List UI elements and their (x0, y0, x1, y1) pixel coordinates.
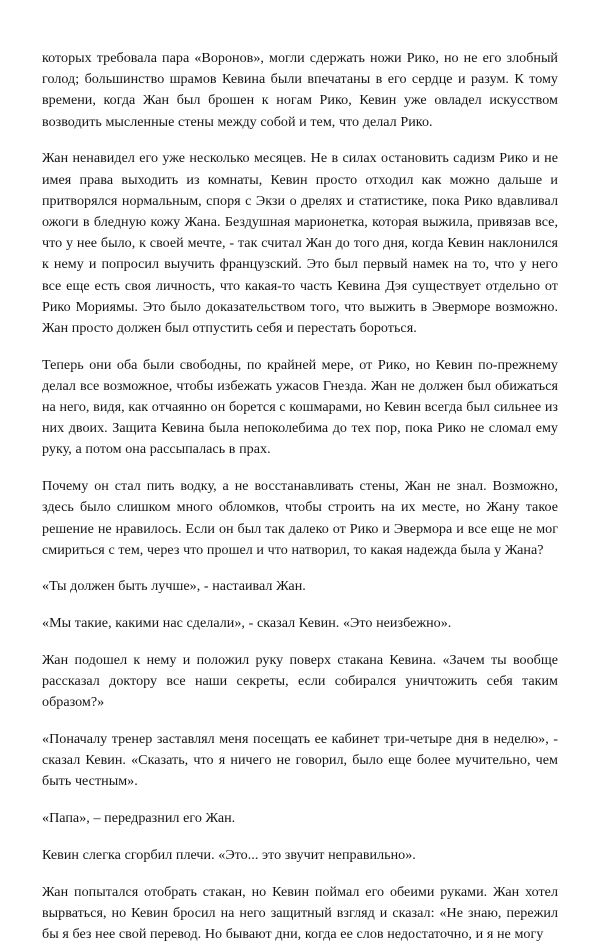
paragraph: Жан попытался отобрать стакан, но Кевин поймал его обеими руками. Жан хотел вырваться, но Кевин бросил на него защитный взгляд и сказал: «Не знаю, пережил бы я без нее свой перевод. Но бывают дни, когда ее слов недостаточно, и я не могу (42, 882, 558, 945)
paragraph: Жан подошел к нему и положил руку поверх стакана Кевина. «Зачем ты вообще рассказал доктору все наши секреты, если собирался уничтожить себя таким образом?» (42, 650, 558, 714)
paragraph: Жан ненавидел его уже несколько месяцев. Не в силах остановить садизм Рико и не имея права выходить из комнаты, Кевин просто отходил как можно дальше и притворялся нормальным, споря с Экзи о дрелях и статистике, пока Рико вдавливал ожоги в бледную кожу Жана. Бездушная марионетка, которая выжила, привязав все, что у нее было, к своей мечте, - так считал Жан до того дня, когда Кевин наклонился к нему и попросил выучить французский. Это был первый намек на то, что у него все еще есть своя личность, что какая-то часть Кевина Дэя существует отдельно от Рико Мориямы. Это было доказательством того, что выжить в Эверморе возможно. Жан просто должен был отпустить себя и перестать бороться. (42, 148, 558, 339)
document-text-column (42, 48, 558, 945)
paragraph: «Папа», – передразнил его Жан. (42, 808, 558, 829)
paragraph: «Поначалу тренер заставлял меня посещать ее кабинет три-четыре дня в неделю», - сказал Кевин. «Сказать, что я ничего не говорил, было еще более мучительно, чем быть честным». (42, 729, 558, 793)
paragraph: Кевин слегка сгорбил плечи. «Это... это звучит неправильно». (42, 845, 558, 866)
paragraph: «Мы такие, какими нас сделали», - сказал Кевин. «Это неизбежно». (42, 613, 558, 634)
paragraph: «Ты должен быть лучше», - настаивал Жан. (42, 576, 558, 597)
paragraph: которых требовала пара «Воронов», могли сдержать ножи Рико, но не его злобный голод; большинство шрамов Кевина были впечатаны в его сердце и разум. К тому времени, когда Жан был брошен к ногам Рико, Кевин уже овладел искусством возводить мысленные стены между собой и тем, что делал Рико. (42, 48, 558, 133)
paragraph: Почему он стал пить водку, а не восстанавливать стены, Жан не знал. Возможно, здесь было слишком много обломков, чтобы строить на их месте, но Жану такое решение не нравилось. Если он был так далеко от Рико и Эвермора и все еще не мог смириться с тем, через что прошел и что натворил, то какая надежда была у Жана? (42, 476, 558, 561)
paragraph: Теперь они оба были свободны, по крайней мере, от Рико, но Кевин по-прежнему делал все возможное, чтобы избежать ужасов Гнезда. Жан не должен был обижаться на него, видя, как отчаянно он борется с кошмарами, но Кевин всегда был сильнее из них двоих. Защита Кевина была непоколебима до тех пор, пока Рико не сломал ему руку, а потом она рассыпалась в прах. (42, 355, 558, 461)
